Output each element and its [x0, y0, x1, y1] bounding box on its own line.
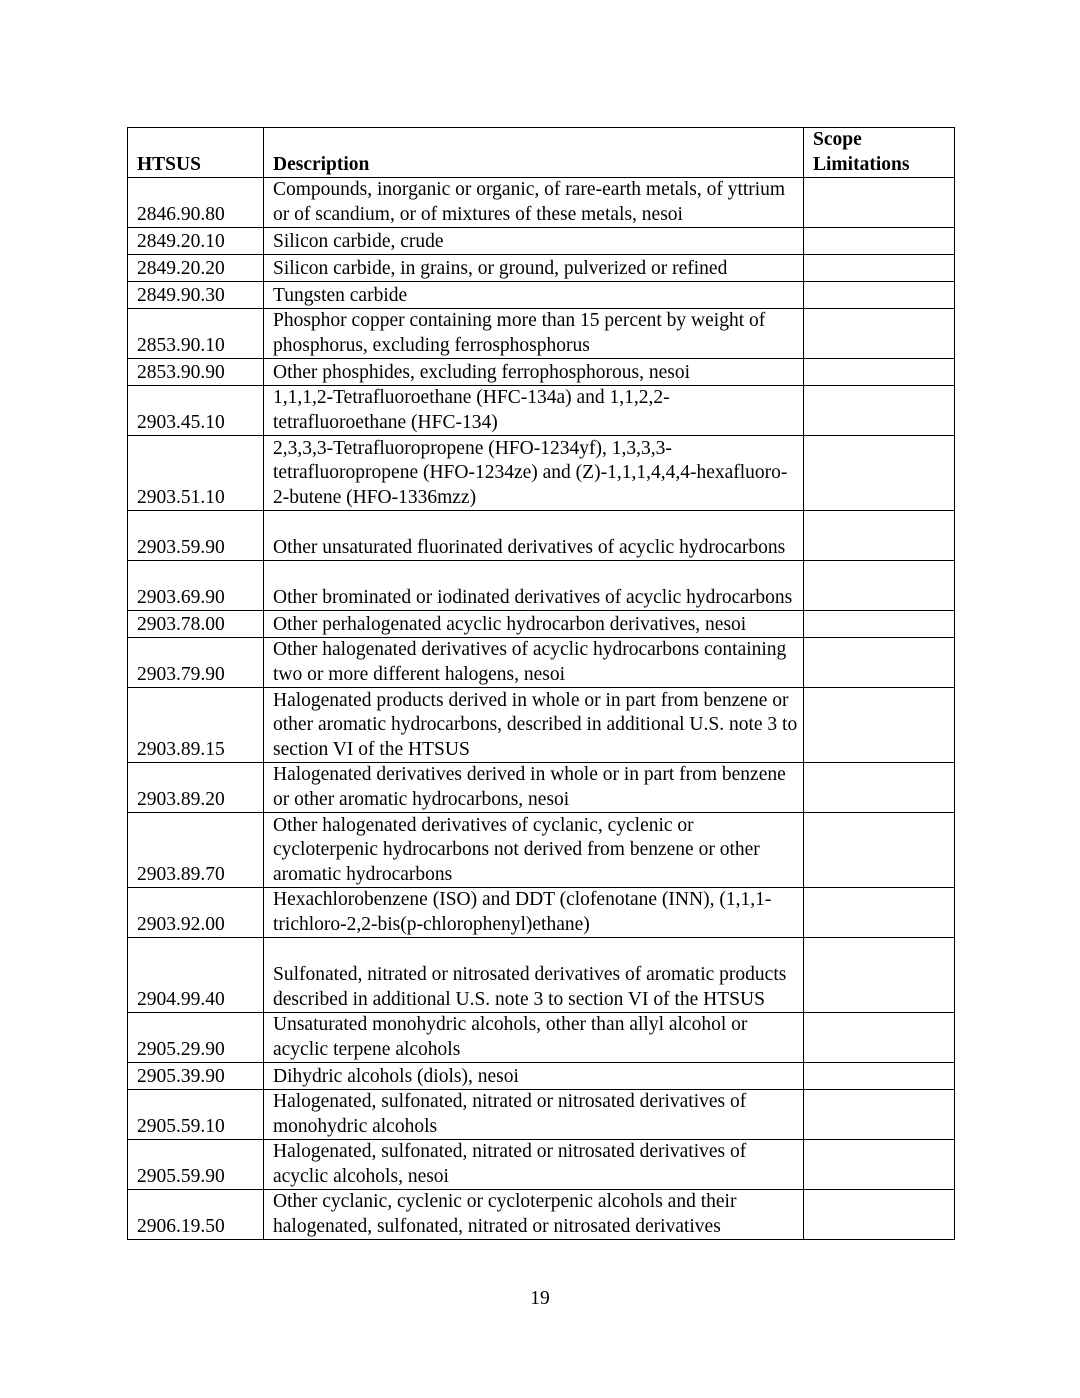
- description-cell: Dihydric alcohols (diols), nesoi: [264, 1063, 804, 1090]
- table-header-row: [128, 128, 955, 178]
- table-row: [128, 888, 955, 938]
- description-cell: Other perhalogenated acyclic hydrocarbon derivatives, nesoi: [264, 611, 804, 638]
- htsus-code-cell: 2905.29.90: [128, 1013, 264, 1063]
- table-row: [128, 561, 955, 611]
- htsus-code-cell: 2849.20.20: [128, 255, 264, 282]
- htsus-code-cell: 2906.19.50: [128, 1190, 264, 1240]
- table-row: [128, 282, 955, 309]
- scope-cell: [804, 436, 955, 511]
- scope-cell: [804, 1190, 955, 1240]
- scope-cell: [804, 688, 955, 763]
- description-cell: Sulfonated, nitrated or nitrosated derivatives of aromatic products described in additional U.S. note 3 to section VI of the HTSUS: [264, 938, 804, 1013]
- htsus-column-header: HTSUS: [128, 128, 264, 178]
- table-row: [128, 688, 955, 763]
- description-cell: Other halogenated derivatives of acyclic hydrocarbons containing two or more different halogens, nesoi: [264, 638, 804, 688]
- htsus-code-cell: 2903.89.70: [128, 813, 264, 888]
- table-row: [128, 611, 955, 638]
- scope-cell: [804, 611, 955, 638]
- scope-cell: [804, 228, 955, 255]
- htsus-code-cell: 2849.90.30: [128, 282, 264, 309]
- description-cell: Tungsten carbide: [264, 282, 804, 309]
- description-cell: Other brominated or iodinated derivatives of acyclic hydrocarbons: [264, 561, 804, 611]
- description-cell: Phosphor copper containing more than 15 percent by weight of phosphorus, excluding ferrosphosphorus: [264, 309, 804, 359]
- description-column-header: Description: [264, 128, 804, 178]
- table-row: [128, 1090, 955, 1140]
- table-row: [128, 436, 955, 511]
- table-row: [128, 359, 955, 386]
- description-cell: Halogenated, sulfonated, nitrated or nitrosated derivatives of monohydric alcohols: [264, 1090, 804, 1140]
- htsus-code-cell: 2903.92.00: [128, 888, 264, 938]
- scope-cell: [804, 511, 955, 561]
- table-row: [128, 386, 955, 436]
- htsus-code-cell: 2903.89.20: [128, 763, 264, 813]
- scope-cell: [804, 359, 955, 386]
- table-row: [128, 255, 955, 282]
- htsus-code-cell: 2903.51.10: [128, 436, 264, 511]
- scope-limitations-column-header: Scope Limitations: [804, 128, 955, 178]
- scope-cell: [804, 1140, 955, 1190]
- table-row: [128, 763, 955, 813]
- scope-cell: [804, 1090, 955, 1140]
- scope-cell: [804, 178, 955, 228]
- htsus-code-cell: 2853.90.10: [128, 309, 264, 359]
- scope-cell: [804, 386, 955, 436]
- scope-cell: [804, 888, 955, 938]
- scope-cell: [804, 1013, 955, 1063]
- scope-cell: [804, 763, 955, 813]
- table-row: [128, 938, 955, 1013]
- scope-cell: [804, 938, 955, 1013]
- scope-cell: [804, 638, 955, 688]
- table-body: [128, 178, 955, 1240]
- page-number: 19: [530, 1288, 550, 1309]
- scope-cell: [804, 1063, 955, 1090]
- htsus-code-cell: 2846.90.80: [128, 178, 264, 228]
- htsus-code-cell: 2853.90.90: [128, 359, 264, 386]
- htsus-code-cell: 2903.89.15: [128, 688, 264, 763]
- table-row: [128, 511, 955, 561]
- description-cell: Halogenated products derived in whole or in part from benzene or other aromatic hydrocarbons, described in additional U.S. note 3 to section VI of the HTSUS: [264, 688, 804, 763]
- table-row: [128, 309, 955, 359]
- description-cell: 1,1,1,2-Tetrafluoroethane (HFC-134a) and 1,1,2,2-tetrafluoroethane (HFC-134): [264, 386, 804, 436]
- htsus-code-cell: 2905.59.90: [128, 1140, 264, 1190]
- description-cell: Halogenated, sulfonated, nitrated or nitrosated derivatives of acyclic alcohols, nesoi: [264, 1140, 804, 1190]
- description-cell: Other halogenated derivatives of cyclanic, cyclenic or cycloterpenic hydrocarbons not derived from benzene or other aromatic hydrocarbons: [264, 813, 804, 888]
- htsus-code-cell: 2849.20.10: [128, 228, 264, 255]
- htsus-code-cell: 2903.69.90: [128, 561, 264, 611]
- htsus-code-cell: 2903.78.00: [128, 611, 264, 638]
- htsus-code-cell: 2905.59.10: [128, 1090, 264, 1140]
- table-row: [128, 1190, 955, 1240]
- htsus-code-cell: 2904.99.40: [128, 938, 264, 1013]
- description-cell: Unsaturated monohydric alcohols, other than allyl alcohol or acyclic terpene alcohols: [264, 1013, 804, 1063]
- description-cell: Silicon carbide, in grains, or ground, pulverized or refined: [264, 255, 804, 282]
- htsus-code-cell: 2903.79.90: [128, 638, 264, 688]
- scope-cell: [804, 813, 955, 888]
- scope-cell: [804, 282, 955, 309]
- htsus-table: [127, 127, 955, 1240]
- table-row: [128, 228, 955, 255]
- description-cell: 2,3,3,3-Tetrafluoropropene (HFO-1234yf), 1,3,3,3-tetrafluoropropene (HFO-1234ze) and (Z)-1,1,1,4,4,4-hexafluoro-2-butene (HFO-1336mzz): [264, 436, 804, 511]
- table-row: [128, 178, 955, 228]
- scope-cell: [804, 255, 955, 282]
- table-row: [128, 1013, 955, 1063]
- htsus-code-cell: 2903.45.10: [128, 386, 264, 436]
- htsus-code-cell: 2903.59.90: [128, 511, 264, 561]
- description-cell: Other cyclanic, cyclenic or cycloterpenic alcohols and their halogenated, sulfonated, nitrated or nitrosated derivatives: [264, 1190, 804, 1240]
- description-cell: Compounds, inorganic or organic, of rare-earth metals, of yttrium or of scandium, or of mixtures of these metals, nesoi: [264, 178, 804, 228]
- table-row: [128, 1063, 955, 1090]
- description-cell: Other phosphides, excluding ferrophosphorous, nesoi: [264, 359, 804, 386]
- description-cell: Hexachlorobenzene (ISO) and DDT (clofenotane (INN), (1,1,1-trichloro-2,2-bis(p-chlorophenyl)ethane): [264, 888, 804, 938]
- description-cell: Halogenated derivatives derived in whole or in part from benzene or other aromatic hydrocarbons, nesoi: [264, 763, 804, 813]
- description-cell: Silicon carbide, crude: [264, 228, 804, 255]
- table-row: [128, 813, 955, 888]
- scope-cell: [804, 561, 955, 611]
- table-row: [128, 1140, 955, 1190]
- table-row: [128, 638, 955, 688]
- description-cell: Other unsaturated fluorinated derivatives of acyclic hydrocarbons: [264, 511, 804, 561]
- scope-cell: [804, 309, 955, 359]
- htsus-code-cell: 2905.39.90: [128, 1063, 264, 1090]
